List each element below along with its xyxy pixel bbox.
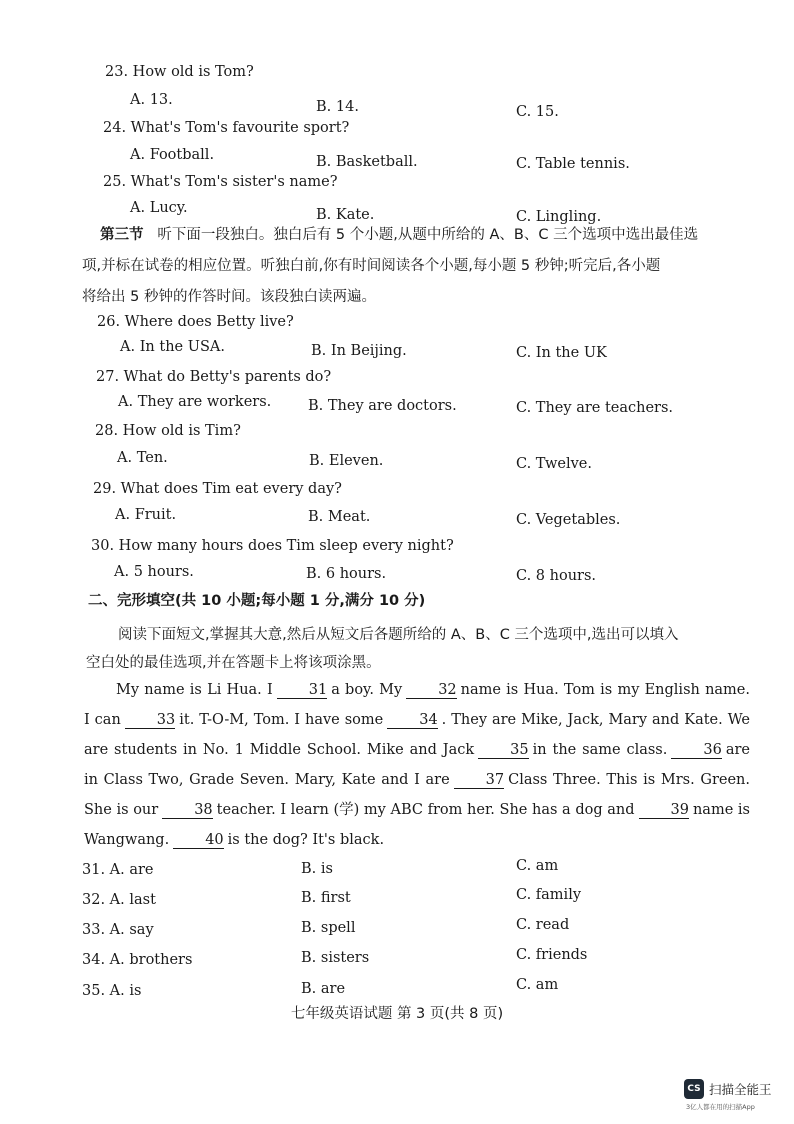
- option-30-b: B. 6 hours.: [306, 566, 387, 582]
- option-24-c: C. Table tennis.: [516, 156, 630, 172]
- cloze-option-32-c: C. family: [516, 887, 582, 903]
- cloze-option-32-a: 32. A. last: [82, 892, 156, 908]
- cloze-instructions-line1: 阅读下面短文,掌握其大意,然后从短文后各题所给的 A、B、C 三个选项中,选出可以填入: [118, 627, 679, 643]
- cloze-option-31-c: C. am: [516, 858, 559, 874]
- cloze-option-32-b: B. first: [301, 890, 351, 906]
- option-29-c: C. Vegetables.: [516, 512, 621, 528]
- cloze-option-35-a: 35. A. is: [82, 983, 142, 999]
- blank-31: 31: [277, 682, 327, 699]
- option-28-b: B. Eleven.: [309, 453, 384, 469]
- cloze-option-33-a: 33. A. say: [82, 922, 154, 938]
- cloze-option-34-c: C. friends: [516, 947, 588, 963]
- blank-36: 36: [671, 742, 721, 759]
- watermark-tagline: 3亿人都在用的扫描App: [686, 1103, 755, 1111]
- cloze-option-33-c: C. read: [516, 917, 570, 933]
- option-28-c: C. Twelve.: [516, 456, 592, 472]
- question-30: 30. How many hours does Tim sleep every night?: [91, 538, 454, 554]
- option-30-c: C. 8 hours.: [516, 568, 597, 584]
- page-footer: 七年级英语试题 第 3 页(共 8 页): [290, 1006, 504, 1022]
- blank-38: 38: [162, 802, 212, 819]
- option-26-b: B. In Beijing.: [311, 343, 407, 359]
- question-29: 29. What does Tim eat every day?: [93, 481, 342, 497]
- option-25-c: C. Lingling.: [516, 209, 602, 225]
- option-23-b: B. 14.: [316, 99, 359, 115]
- option-29-b: B. Meat.: [308, 509, 371, 525]
- blank-37: 37: [454, 772, 504, 789]
- cloze-option-34-a: 34. A. brothers: [82, 952, 193, 968]
- option-24-a: A. Football.: [130, 147, 215, 163]
- cloze-instructions-line2: 空白处的最佳选项,并在答题卡上将该项涂黑。: [86, 655, 381, 671]
- blank-34: 34: [387, 712, 437, 729]
- cloze-option-35-c: C. am: [516, 977, 559, 993]
- camscanner-logo-icon: CS: [684, 1079, 704, 1099]
- option-30-a: A. 5 hours.: [114, 564, 194, 580]
- watermark-app-name: 扫描全能王: [709, 1082, 772, 1097]
- question-23: 23. How old is Tom?: [105, 64, 254, 80]
- cloze-option-34-b: B. sisters: [301, 950, 370, 966]
- section3-instructions-line2: 项,并标在试卷的相应位置。听独白前,你有时间阅读各个小题,每小题 5 秒钟;听完后,各小题: [82, 258, 661, 274]
- scanner-watermark: [684, 1079, 772, 1099]
- option-27-a: A. They are workers.: [118, 394, 272, 410]
- cloze-passage: My name is Li Hua. I 31 a boy. My 32 name is Hua. Tom is my English name. I can 33 it. T-O-M, Tom. I have some 34 . They are Mike, Jack, Mary and Kate. We are students in No. 1 Middle School. Mike and Jack 35 in the same class. 36 are in Class Two, Grade Seven. Mary, Kate and I are 37 Class Three. This is Mrs. Green. She is our 38 teacher. I learn (学) my ABC from her. She has a dog and 39 name is Wangwang. 40 is the dog? It's black.: [84, 682, 750, 848]
- option-23-a: A. 13.: [130, 92, 173, 108]
- option-24-b: B. Basketball.: [316, 154, 418, 170]
- question-27: 27. What do Betty's parents do?: [96, 369, 332, 385]
- question-26: 26. Where does Betty live?: [97, 314, 294, 330]
- blank-33: 33: [125, 712, 175, 729]
- option-27-c: C. They are teachers.: [516, 400, 674, 416]
- option-25-a: A. Lucy.: [130, 200, 188, 216]
- cloze-option-35-b: B. are: [301, 981, 346, 997]
- option-28-a: A. Ten.: [117, 450, 168, 466]
- question-28: 28. How old is Tim?: [95, 423, 241, 439]
- option-26-a: A. In the USA.: [120, 339, 225, 355]
- cloze-option-33-b: B. spell: [301, 920, 356, 936]
- question-25: 25. What's Tom's sister's name?: [103, 174, 338, 190]
- question-24: 24. What's Tom's favourite sport?: [103, 120, 350, 136]
- blank-39: 39: [639, 802, 689, 819]
- cloze-heading: 二、完形填空(共 10 小题;每小题 1 分,满分 10 分): [88, 593, 426, 609]
- cloze-option-31-a: 31. A. are: [82, 862, 154, 878]
- option-23-c: C. 15.: [516, 104, 559, 120]
- section3-heading: 第三节: [100, 227, 144, 243]
- option-29-a: A. Fruit.: [115, 507, 177, 523]
- option-26-c: C. In the UK: [516, 345, 607, 361]
- blank-32: 32: [406, 682, 456, 699]
- section3-instructions-line3: 将给出 5 秒钟的作答时间。该段独白读两遍。: [82, 289, 376, 305]
- section3-instructions-line1: 第三节 听下面一段独白。独白后有 5 个小题,从题中所给的 A、B、C 三个选项中选出最佳选: [100, 227, 699, 243]
- option-27-b: B. They are doctors.: [308, 398, 457, 414]
- cloze-option-31-b: B. is: [301, 861, 333, 877]
- blank-40: 40: [173, 832, 223, 849]
- option-25-b: B. Kate.: [316, 207, 375, 223]
- blank-35: 35: [478, 742, 528, 759]
